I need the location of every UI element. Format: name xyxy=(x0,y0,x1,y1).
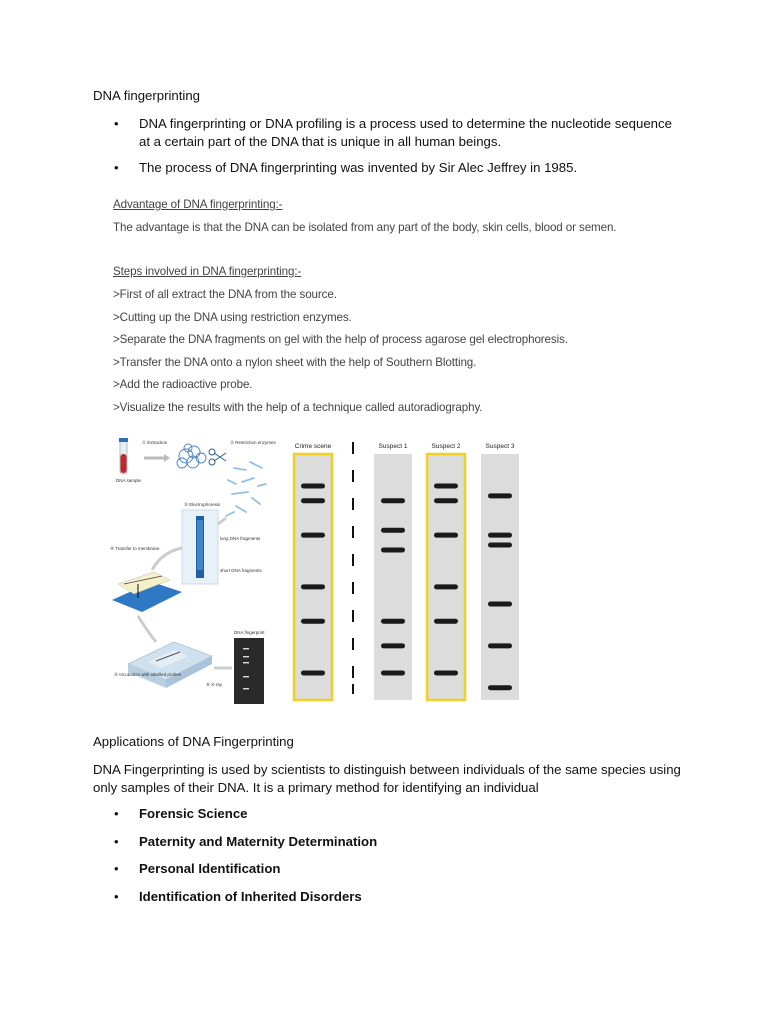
bullet-dot: • xyxy=(114,861,119,876)
gel-lane xyxy=(294,454,332,700)
bullet-dot: • xyxy=(114,160,119,175)
gel-band xyxy=(434,483,458,488)
gel-band xyxy=(381,498,405,503)
membrane-blot-icon xyxy=(112,572,182,612)
bullet-dot: • xyxy=(114,116,119,131)
arrow-icon xyxy=(152,548,182,570)
lane-label: Crime scene xyxy=(294,443,332,450)
gel-band xyxy=(488,685,512,690)
gel-band xyxy=(488,533,512,538)
advantage-heading: Advantage of DNA fingerprinting:- xyxy=(113,198,283,211)
gel-band xyxy=(301,483,325,488)
gel-band xyxy=(381,619,405,624)
gel-comparison-figure xyxy=(288,436,524,704)
application-item-3 xyxy=(114,860,514,878)
intro-bullet-1 xyxy=(114,115,674,151)
gel-band xyxy=(488,602,512,607)
intro-bullet-1-line2: at a certain part of the DNA that is unique in all human beings. xyxy=(139,134,502,149)
bullet-dot: • xyxy=(114,806,119,821)
xray-label: ⑥ X-ray xyxy=(206,682,223,687)
gel-band xyxy=(301,498,325,503)
gel-lane xyxy=(481,454,519,700)
intro-bullet-2 xyxy=(114,159,674,177)
step-item-1: >First of all extract the DNA from the source. xyxy=(113,288,337,301)
gel-band xyxy=(434,498,458,503)
application-item-4 xyxy=(114,888,514,906)
gel-lane xyxy=(374,454,412,700)
applications-para-line2: only samples of their DNA. It is a primary method for identifying an individual xyxy=(93,780,539,795)
extraction-label: ① Extraction xyxy=(142,440,168,445)
test-tube-icon xyxy=(119,438,128,474)
application-item-2 xyxy=(114,833,514,851)
electrophoresis-label: ③ Electrophoresis xyxy=(184,502,221,507)
bullet-dot: • xyxy=(114,889,119,904)
applications-heading: Applications of DNA Fingerprinting xyxy=(93,734,294,749)
incubation-tray-icon xyxy=(128,642,212,688)
lane-label: Suspect 3 xyxy=(485,443,515,450)
gel-band xyxy=(381,670,405,675)
arrow-icon xyxy=(138,616,156,642)
scissors-icon xyxy=(209,449,226,465)
fingerprint-label: DNA fingerprint xyxy=(234,630,265,635)
gel-band xyxy=(381,528,405,533)
electrophoresis-gel-icon xyxy=(182,510,218,584)
step-item-6: >Visualize the results with the help of a technique called autoradiography. xyxy=(113,401,483,414)
gel-band xyxy=(434,533,458,538)
gel-band xyxy=(301,584,325,589)
application-item-label: Forensic Science xyxy=(139,806,248,821)
step-item-4: >Transfer the DNA onto a nylon sheet with the help of Southern Blotting. xyxy=(113,356,477,369)
step-item-5: >Add the radioactive probe. xyxy=(113,378,253,391)
gel-band xyxy=(488,543,512,548)
restriction-label: ② Restriction enzymes xyxy=(230,440,276,445)
gel-band xyxy=(488,493,512,498)
step-item-3: >Separate the DNA fragments on gel with the help of process agarose gel electrophoresis. xyxy=(113,333,568,346)
dna-fragments-icon xyxy=(226,462,266,516)
intro-bullet-1-line1: DNA fingerprinting or DNA profiling is a process used to determine the nucleotide sequence xyxy=(139,116,672,131)
dna-coil-icon xyxy=(177,444,206,468)
application-item-label: Paternity and Maternity Determination xyxy=(139,834,378,849)
bullet-dot: • xyxy=(114,834,119,849)
applications-para-line1: DNA Fingerprinting is used by scientists to distinguish between individuals of the same species using xyxy=(93,762,681,777)
fingerprint-film-icon xyxy=(234,638,264,704)
application-item-label: Identification of Inherited Disorders xyxy=(139,889,362,904)
gel-lane xyxy=(427,454,465,700)
page-title: DNA fingerprinting xyxy=(93,88,201,103)
gel-band xyxy=(434,670,458,675)
gel-band xyxy=(434,619,458,624)
lane-label: Suspect 2 xyxy=(431,443,461,450)
step-item-2: >Cutting up the DNA using restriction enzymes. xyxy=(113,311,352,324)
application-item-1 xyxy=(114,805,514,823)
gel-band xyxy=(301,533,325,538)
gel-band xyxy=(381,547,405,552)
transfer-label: ④ Transfer to membrane xyxy=(110,546,160,551)
gel-band xyxy=(488,643,512,648)
intro-bullet-2-text: The process of DNA fingerprinting was invented by Sir Alec Jeffrey in 1985. xyxy=(139,160,578,175)
short-fragments-label: short DNA fragments xyxy=(220,568,262,573)
advantage-text: The advantage is that the DNA can be isolated from any part of the body, skin cells, blood or semen. xyxy=(113,221,617,234)
arrow-head-icon xyxy=(164,454,170,462)
incubation-label: ⑤ Incubation with labelled probes xyxy=(114,672,182,677)
lane-label: Suspect 1 xyxy=(378,443,408,450)
gel-band xyxy=(434,584,458,589)
dna-sample-label: DNA sample xyxy=(116,478,142,483)
steps-heading: Steps involved in DNA fingerprinting:- xyxy=(113,265,302,278)
gel-band xyxy=(301,670,325,675)
gel-band xyxy=(381,643,405,648)
long-fragments-label: long DNA fragments xyxy=(220,536,261,541)
gel-band xyxy=(301,619,325,624)
application-item-label: Personal Identification xyxy=(139,861,281,876)
dna-process-diagram xyxy=(108,432,278,707)
